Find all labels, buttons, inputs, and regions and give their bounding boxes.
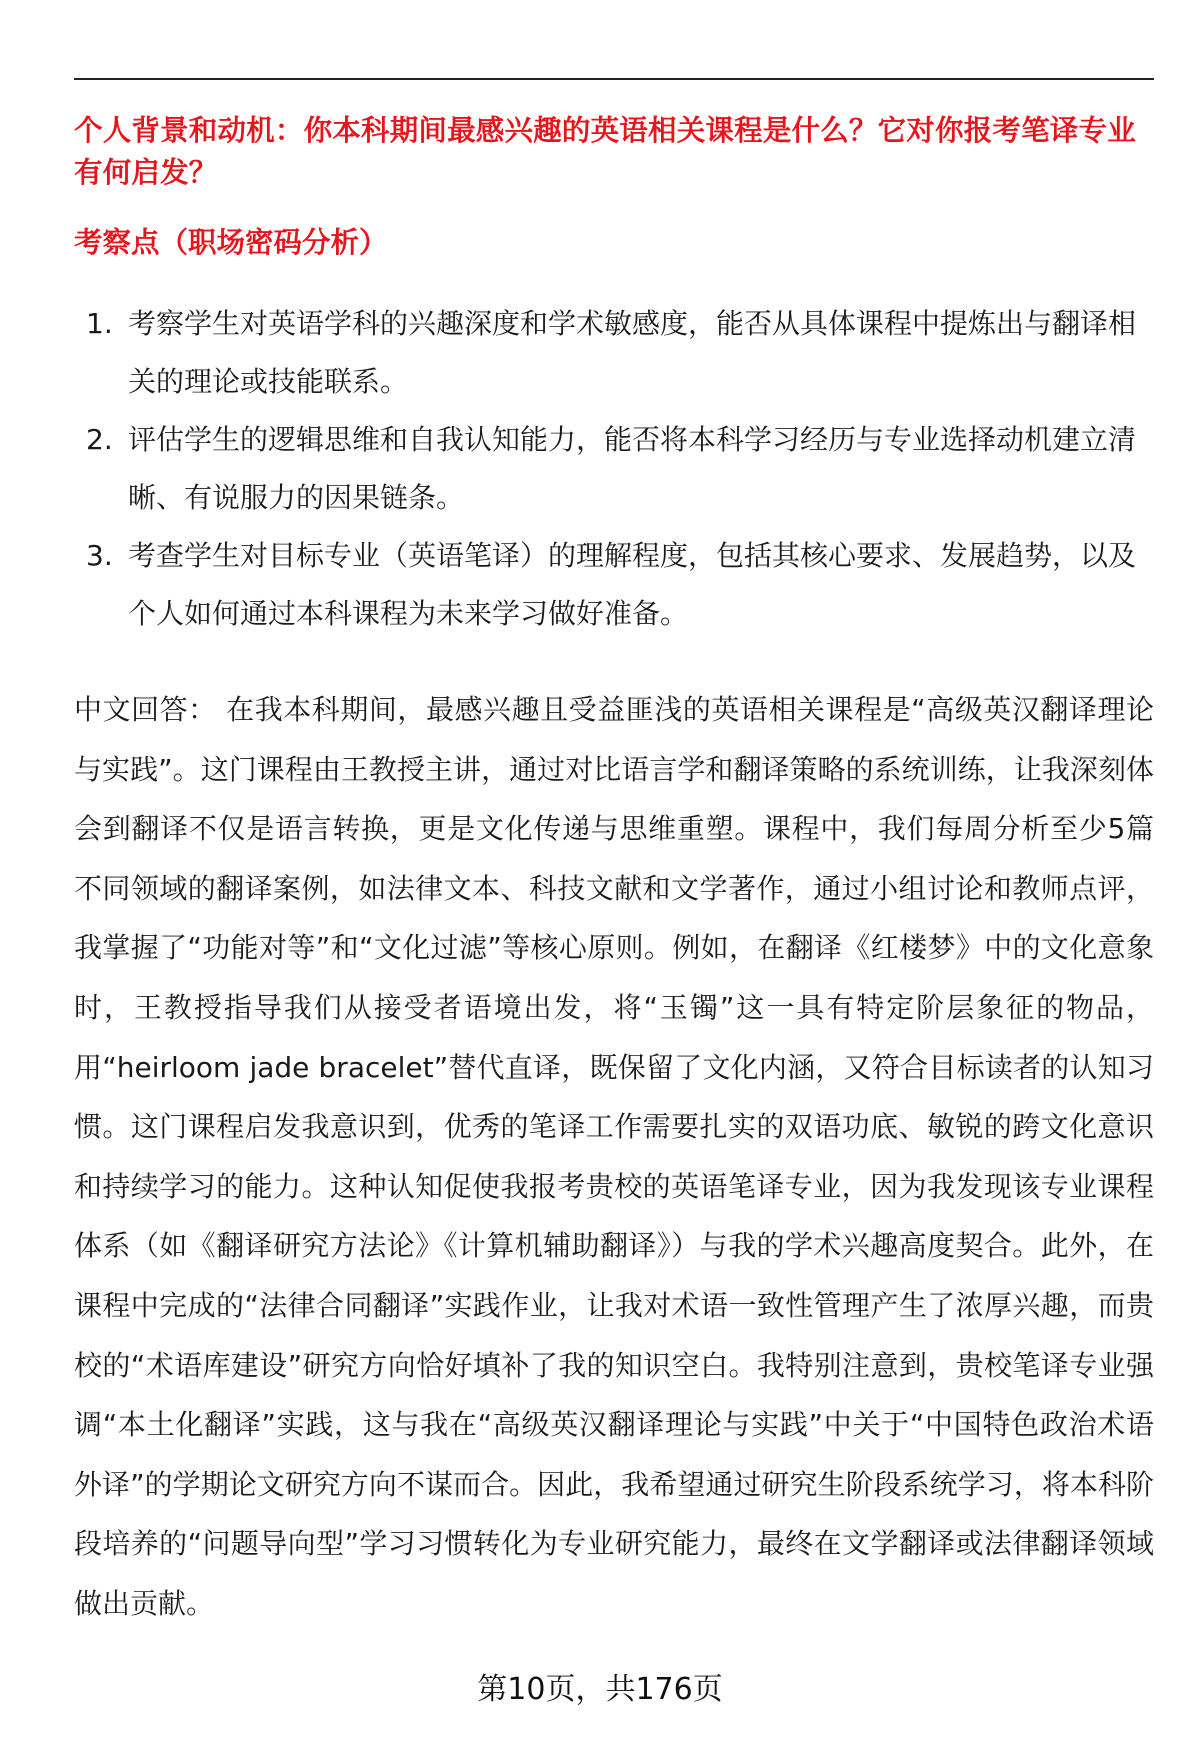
answer-paragraph: 中文回答： 在我本科期间，最感兴趣且受益匪浅的英语相关课程是“高级英汉翻译理论与实践”。这门课程由王教授主讲，通过对比语言学和翻译策略的系统训练，让我深刻体会到翻译不仅是语言转换，更是文化传递与思维重塑。课程中，我们每周分析至少5篇不同领域的翻译案例，如法律文本、科技文献和文学著作，通过小组讨论和教师点评，我掌握了“功能对等”和“文化过滤”等核心原则。例如，在翻译《红楼梦》中的文化意象时，王教授指导我们从接受者语境出发，将“玉镯”这一具有特定阶层象征的物品，用“heirloom jade bracelet”替代直译，既保留了文化内涵，又符合目标读者的认知习惯。这门课程启发我意识到，优秀的笔译工作需要扎实的双语功底、敏锐的跨文化意识和持续学习的能力。这种认知促使我报考贵校的英语笔译专业，因为我发现该专业课程体系（如《翻译研究方法论》《计算机辅助翻译》）与我的学术兴趣高度契合。此外，在课程中完成的“法律合同翻译”实践作业，让我对术语一致性管理产生了浓厚兴趣，而贵校的“术语库建设”研究方向恰好填补了我的知识空白。我特别注意到，贵校笔译专业强调“本土化翻译”实践，这与我在“高级英汉翻译理论与实践”中关于“中国特色政治术语外译”的学期论文研究方向不谋而合。因此，我希望通过研究生阶段系统学习，将本科阶段培养的“问题导向型”学习习惯转化为专业研究能力，最终在文学翻译或法律翻译领域做出贡献。 <box>74 693 1154 1620</box>
points-title: 考察点（职场密码分析） <box>74 226 388 259</box>
page-number: 第10页，共176页 <box>477 1672 723 1707</box>
list-item <box>74 295 1154 411</box>
list-number: 2. <box>86 423 113 456</box>
list-item-text: 考查学生对目标专业（英语笔译）的理解程度，包括其核心要求、发展趋势，以及个人如何通过本科课程为未来学习做好准备。 <box>128 539 1137 630</box>
list-item <box>74 411 1154 527</box>
list-number: 3. <box>86 539 113 572</box>
evaluation-points-list <box>74 295 1154 643</box>
list-item <box>74 527 1154 643</box>
list-item-text: 评估学生的逻辑思维和自我认知能力，能否将本科学习经历与专业选择动机建立清晰、有说服力的因果链条。 <box>128 423 1137 514</box>
question-heading: 个人背景和动机：你本科期间最感兴趣的英语相关课程是什么？它对你报考笔译专业有何启发？ <box>74 114 1136 189</box>
header-divider <box>74 78 1154 80</box>
list-number: 1. <box>86 307 113 340</box>
list-item-text: 考察学生对英语学科的兴趣深度和学术敏感度，能否从具体课程中提炼出与翻译相关的理论或技能联系。 <box>128 307 1137 398</box>
